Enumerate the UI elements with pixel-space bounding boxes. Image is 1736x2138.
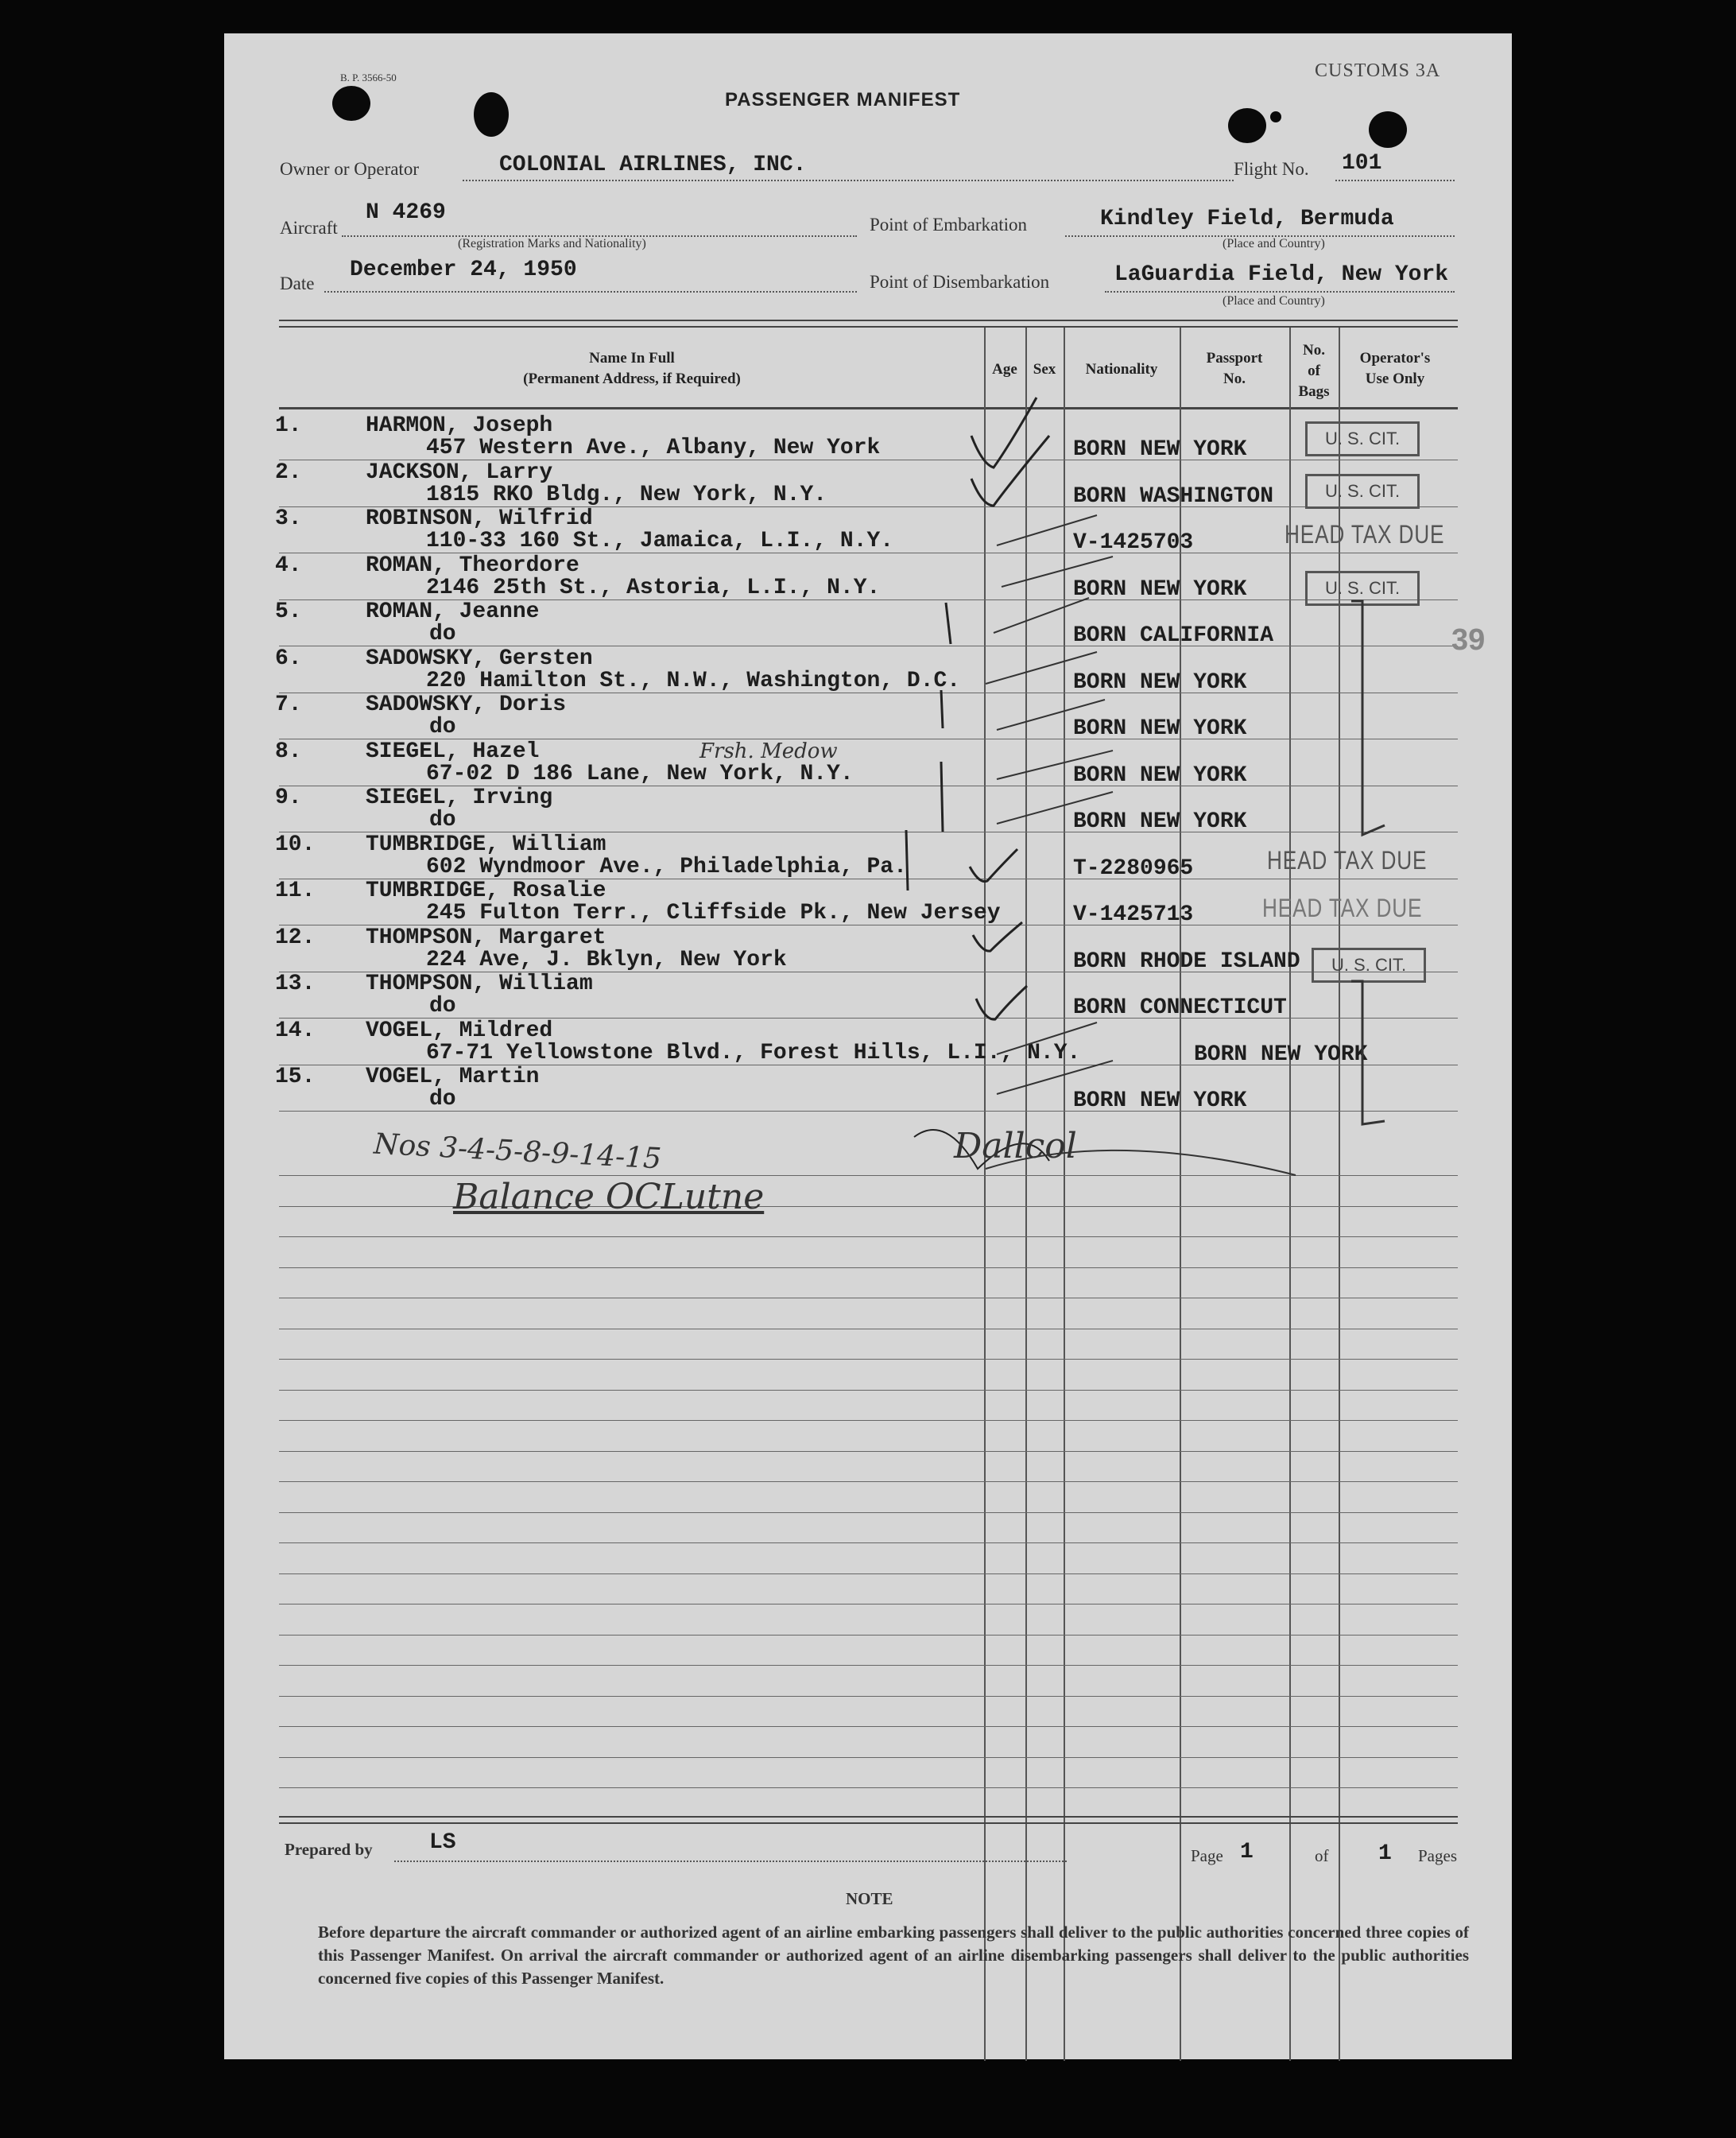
form-code: B. P. 3566-50 — [340, 72, 397, 83]
row-number: 11. — [275, 879, 316, 903]
of-value: 1 — [1378, 1841, 1392, 1866]
disembark-label: Point of Disembarkation — [870, 272, 1050, 292]
passenger-nationality: T-2280965 — [1073, 856, 1194, 881]
passenger-address: do — [429, 622, 456, 646]
passenger-address: do — [429, 994, 456, 1019]
passenger-nationality: BORN NEW YORK — [1073, 670, 1247, 695]
passenger-name: SADOWSKY, Gersten — [366, 646, 593, 671]
passenger-address: 2146 25th St., Astoria, L.I., N.Y. — [426, 576, 881, 600]
passenger-nationality: V-1425703 — [1073, 530, 1194, 555]
passenger-nationality: V-1425713 — [1073, 902, 1194, 927]
passenger-nationality: BORN NEW YORK — [1073, 716, 1247, 741]
passenger-name: ROMAN, Jeanne — [366, 599, 540, 624]
passenger-address: 1815 RKO Bldg., New York, N.Y. — [426, 483, 827, 507]
us-citizen-stamp: U. S. CIT. — [1305, 474, 1420, 509]
passenger-address: 602 Wyndmoor Ave., Philadelphia, Pa. — [426, 855, 907, 879]
aircraft-value: N 4269 — [366, 200, 446, 225]
passenger-name: JACKSON, Larry — [366, 460, 553, 485]
passenger-name: SIEGEL, Irving — [366, 786, 553, 810]
col-passport: Passport No. — [1206, 350, 1263, 387]
head-tax-due-stamp: HEAD TAX DUE — [1267, 846, 1428, 875]
passenger-nationality: BORN CONNECTICUT — [1073, 995, 1287, 1020]
page-title: PASSENGER MANIFEST — [725, 89, 961, 111]
passenger-nationality: BORN NEW YORK — [1073, 809, 1247, 834]
flight-value: 101 — [1342, 151, 1382, 176]
customs-form-label: CUSTOMS 3A — [1315, 60, 1441, 81]
col-age: Age — [992, 361, 1017, 378]
col-nationality: Nationality — [1085, 361, 1158, 378]
note-text: Before departure the aircraft commander or authorized agent of an airline embarking passengers shall deliver to the public authorities concerned three copies of this Passenger Manifest. On arrival the aircraft commander or authorized agent of an airline disembarking passengers shall deliver to the public authorities concerned five copies of this Passenger Manifest. — [318, 1923, 1469, 1988]
aircraft-label: Aircraft — [280, 218, 338, 238]
passenger-nationality: BORN CALIFORNIA — [1073, 623, 1274, 648]
col-sex: Sex — [1033, 361, 1056, 378]
passenger-name: THOMPSON, William — [366, 972, 593, 996]
embark-place-note: (Place and Country) — [1223, 237, 1325, 250]
passenger-address: do — [429, 715, 456, 739]
passenger-name: VOGEL, Mildred — [366, 1019, 553, 1043]
passenger-nationality: BORN NEW YORK — [1073, 437, 1247, 462]
passenger-nationality: BORN WASHINGTON — [1073, 484, 1274, 509]
us-citizen-stamp: U. S. CIT. — [1305, 571, 1420, 606]
row-number: 2. — [275, 460, 302, 485]
flight-label: Flight No. — [1234, 159, 1309, 179]
passenger-name: ROMAN, Theordore — [366, 553, 579, 578]
passenger-address: 457 Western Ave., Albany, New York — [426, 436, 881, 460]
row-number: 1. — [275, 413, 302, 438]
col-bags: No. of Bags — [1298, 342, 1330, 400]
passenger-nationality: BORN NEW YORK — [1194, 1042, 1368, 1067]
page-label: Page — [1191, 1846, 1223, 1865]
passenger-nationality: BORN NEW YORK — [1073, 763, 1247, 788]
handwritten-balance: Balance OCLutne — [453, 1177, 765, 1217]
passenger-address: 110-33 160 St., Jamaica, L.I., N.Y. — [426, 529, 894, 553]
passenger-name: SIEGEL, Hazel — [366, 739, 540, 764]
passenger-nationality: BORN NEW YORK — [1073, 1088, 1247, 1113]
row-number: 7. — [275, 693, 302, 717]
passenger-nationality: BORN NEW YORK — [1073, 577, 1247, 602]
disembark-value: LaGuardia Field, New York — [1114, 262, 1449, 287]
row-number: 6. — [275, 646, 302, 671]
head-tax-due-stamp: HEAD TAX DUE — [1262, 894, 1423, 922]
row-number: 8. — [275, 739, 302, 764]
head-tax-due-stamp: HEAD TAX DUE — [1285, 520, 1445, 549]
aircraft-note: (Registration Marks and Nationality) — [458, 237, 646, 250]
handwritten-nos: Nos 3-4-5-8-9-14-15 — [373, 1127, 663, 1176]
passenger-address: do — [429, 808, 456, 832]
pages-label: Pages — [1418, 1846, 1457, 1865]
passenger-name: TUMBRIDGE, Rosalie — [366, 879, 606, 903]
prepared-label: Prepared by — [285, 1840, 373, 1859]
embark-value: Kindley Field, Bermuda — [1100, 207, 1394, 231]
of-label: of — [1315, 1846, 1329, 1865]
passenger-address: do — [429, 1087, 456, 1112]
passenger-address: 220 Hamilton St., N.W., Washington, D.C. — [426, 669, 961, 693]
passenger-address: 245 Fulton Terr., Cliffside Pk., New Jersey — [426, 901, 1001, 925]
col-name: Name In Full (Permanent Address, if Required) — [523, 350, 741, 387]
passenger-name: TUMBRIDGE, William — [366, 832, 606, 857]
passenger-name: SADOWSKY, Doris — [366, 693, 567, 717]
handwritten-side-note: Frsh. Medow — [699, 739, 838, 763]
passenger-name: VOGEL, Martin — [366, 1065, 540, 1089]
handwritten-signature: Dallcol — [954, 1126, 1077, 1166]
row-number: 10. — [275, 832, 316, 857]
date-label: Date — [280, 274, 315, 293]
sheet-number: 39 — [1451, 623, 1486, 657]
disembark-place-note: (Place and Country) — [1223, 294, 1325, 308]
row-number: 13. — [275, 972, 316, 996]
row-number: 9. — [275, 786, 302, 810]
passenger-address: 224 Ave, J. Bklyn, New York — [426, 948, 787, 972]
row-number: 14. — [275, 1019, 316, 1043]
owner-value: COLONIAL AIRLINES, INC. — [499, 153, 807, 177]
row-number: 15. — [275, 1065, 316, 1089]
us-citizen-stamp: U. S. CIT. — [1305, 421, 1420, 456]
passenger-address: 67-71 Yellowstone Blvd., Forest Hills, L.I., N.Y. — [426, 1041, 1081, 1065]
embark-label: Point of Embarkation — [870, 215, 1028, 235]
row-number: 4. — [275, 553, 302, 578]
col-operator: Operator's Use Only — [1359, 350, 1431, 387]
page-value: 1 — [1240, 1840, 1254, 1864]
date-value: December 24, 1950 — [350, 258, 577, 282]
passenger-nationality: BORN RHODE ISLAND — [1073, 949, 1300, 974]
row-number: 12. — [275, 925, 316, 950]
note-title: NOTE — [846, 1889, 893, 1908]
owner-label: Owner or Operator — [280, 159, 419, 179]
passenger-name: ROBINSON, Wilfrid — [366, 506, 593, 531]
us-citizen-stamp: U. S. CIT. — [1312, 948, 1426, 983]
row-number: 3. — [275, 506, 302, 531]
passenger-name: THOMPSON, Margaret — [366, 925, 606, 950]
passenger-name: HARMON, Joseph — [366, 413, 553, 438]
prepared-value: LS — [429, 1830, 456, 1855]
passenger-address: 67-02 D 186 Lane, New York, N.Y. — [426, 762, 854, 786]
row-number: 5. — [275, 599, 302, 624]
